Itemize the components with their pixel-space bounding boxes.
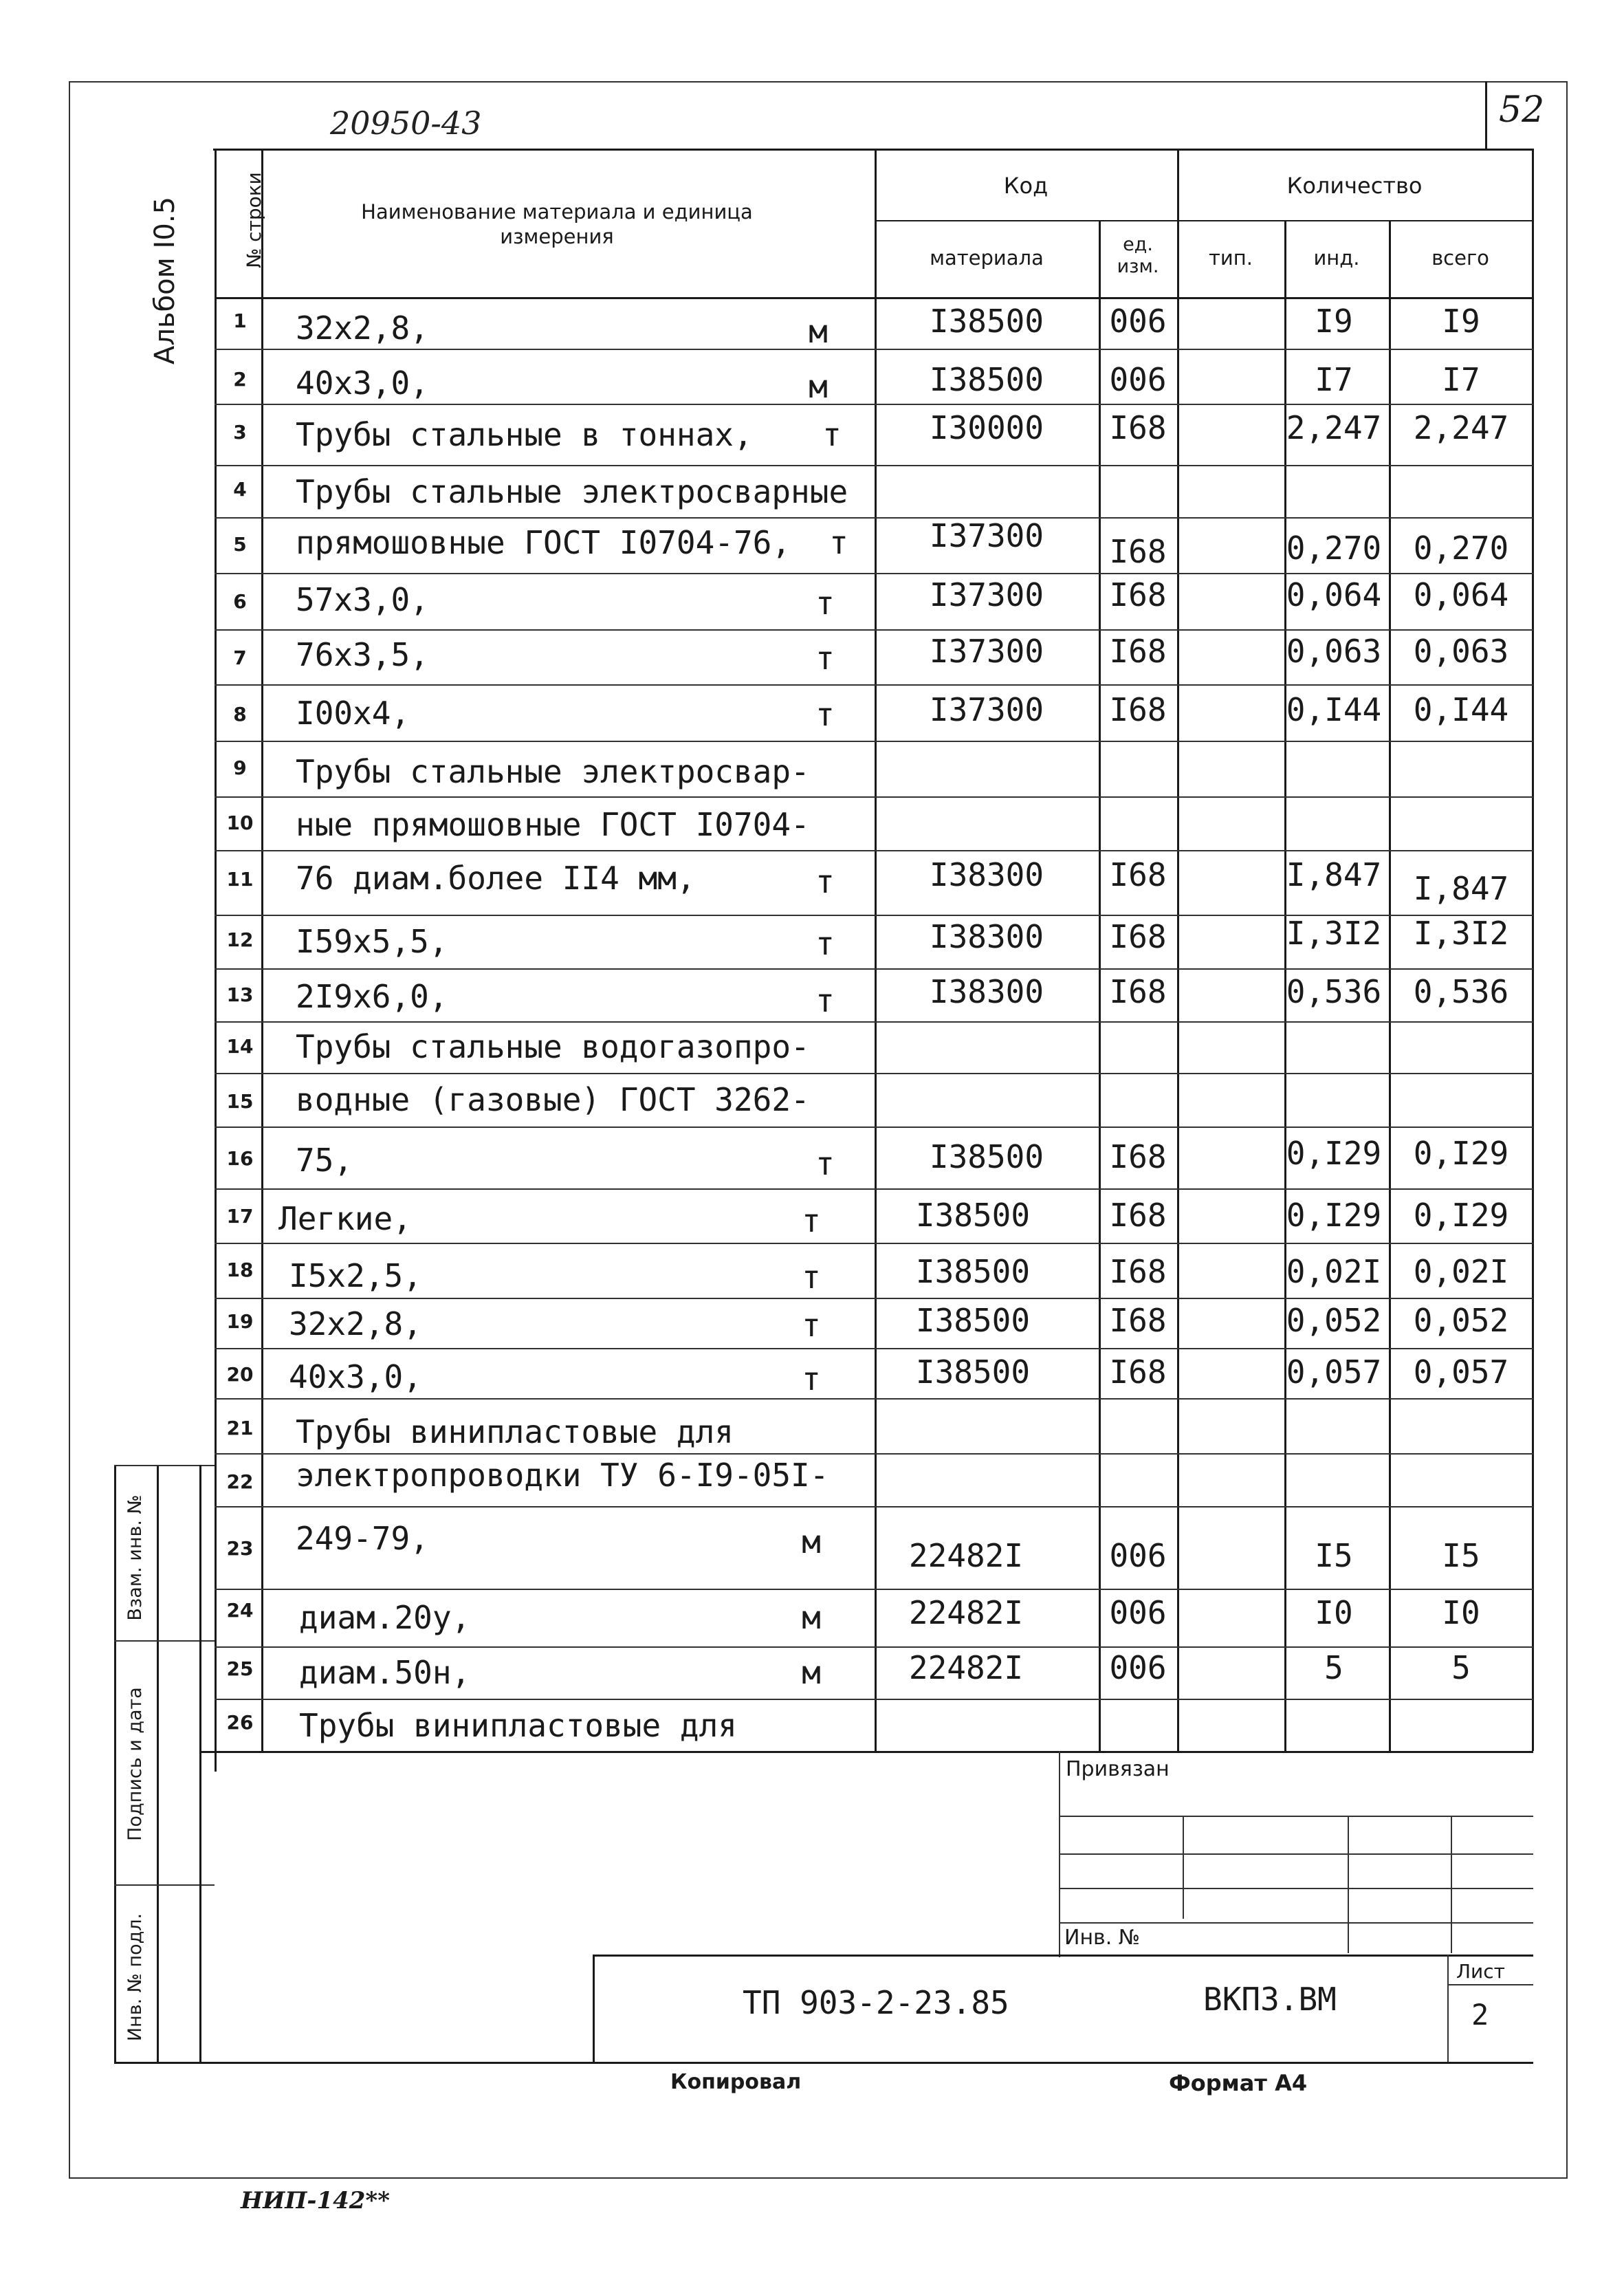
row-material-code: I37300 [929,633,1044,670]
row-number: 13 [226,983,254,1006]
row-number: 7 [233,646,247,669]
stamp-doc-code: ТП 903-2-23.85 [743,1984,1009,2021]
row-qty-ind: 0,270 [1286,530,1382,567]
row-qty-ind: I,3I2 [1286,915,1382,952]
row-name: 40х3,0, [289,1358,422,1395]
row-unit: т [815,982,835,1019]
header-name: Наименование материала и единица измерения [361,200,753,248]
stamp-section-code: ВКПЗ.ВМ [1203,1981,1337,2018]
row-qty-ind: 0,536 [1286,973,1382,1010]
row-qty-total: 0,I29 [1413,1135,1509,1172]
row-material-code: I37300 [929,691,1044,728]
album-label: Альбом I0.5 [149,197,181,364]
row-name: 249-79, [296,1520,429,1557]
row-unit: т [829,524,848,561]
row-unit-code: 006 [1109,1649,1167,1686]
row-number: 26 [226,1711,254,1734]
row-unit: т [815,863,835,900]
row-number: 18 [226,1259,254,1281]
row-number: 23 [226,1537,254,1560]
row-unit-code: I68 [1109,918,1167,955]
row-qty-total: I7 [1442,361,1480,398]
header-quantity: Количество [1286,173,1423,199]
row-number: 5 [233,533,247,556]
row-number: 10 [226,812,254,834]
row-qty-ind: 0,052 [1286,1302,1382,1339]
row-name: Трубы стальные водогазопро- [296,1028,810,1065]
row-qty-ind: 2,247 [1286,409,1382,446]
row-qty-ind: I9 [1315,303,1353,340]
row-number: 12 [226,928,254,951]
row-unit: т [815,640,835,677]
row-qty-total: I9 [1442,303,1480,340]
row-qty-total: 0,057 [1413,1353,1509,1391]
row-qty-total: 2,247 [1413,409,1509,446]
row-qty-ind: 0,I44 [1286,691,1382,728]
stamp-bound-label: Привязан [1066,1757,1170,1781]
row-unit-code: I68 [1109,856,1167,893]
row-qty-total: 0,063 [1413,633,1509,670]
row-number: 8 [233,703,247,726]
row-name: I00х4, [296,695,410,732]
row-name: Легкие, [278,1200,412,1237]
row-number: 4 [233,478,247,501]
row-name: I59х5,5, [296,923,448,960]
row-unit-code: I68 [1109,576,1167,613]
row-unit: м [802,1654,821,1691]
row-qty-ind: I5 [1315,1537,1353,1574]
row-qty-total: 0,064 [1413,576,1509,613]
header-qty-ind: инд. [1313,246,1360,270]
header-code: Код [1003,173,1049,199]
row-qty-total: I0 [1442,1594,1480,1631]
row-material-code: 22482I [908,1537,1024,1574]
row-qty-total: 5 [1451,1649,1471,1686]
row-material-code: I38300 [929,856,1044,893]
row-qty-ind: I0 [1315,1594,1353,1631]
row-number: 14 [226,1035,254,1058]
row-number: 19 [226,1310,254,1333]
row-unit: т [822,416,842,453]
side-signature-date: Подпись и дата [124,1687,146,1841]
row-unit: м [802,1523,821,1560]
row-number: 1 [233,309,247,332]
row-name: диам.50н, [299,1654,471,1691]
row-material-code: I37300 [929,576,1044,613]
row-material-code: I38500 [915,1353,1031,1391]
row-material-code: I38500 [929,1138,1044,1175]
row-unit: м [809,313,828,350]
row-material-code: I38500 [915,1302,1031,1339]
side-replace-inv: Взам. инв. № [124,1494,146,1621]
copied-label: Копировал [670,2070,802,2094]
page-number: 52 [1499,89,1545,131]
row-name: прямошовные ГОСТ I0704-76, [296,524,791,561]
row-unit-code: I68 [1109,691,1167,728]
row-qty-ind: 5 [1324,1649,1343,1686]
row-unit-code: 006 [1109,303,1167,340]
row-qty-ind: 0,064 [1286,576,1382,613]
row-number: 2 [233,368,247,391]
row-qty-ind: I,847 [1286,856,1382,893]
row-unit: т [815,925,835,962]
row-unit-code: 006 [1109,1537,1167,1574]
header-qty-total: всего [1431,246,1489,270]
row-name: Трубы винипластовые для [299,1707,737,1744]
row-qty-ind: 0,I29 [1286,1197,1382,1234]
row-unit-code: I68 [1109,1197,1167,1234]
row-qty-total: 0,270 [1413,530,1509,567]
row-unit-code: I68 [1109,1302,1167,1339]
row-unit-code: I68 [1109,533,1167,570]
header-qty-typ: тип. [1209,246,1253,270]
row-name: 2I9х6,0, [296,978,448,1015]
row-material-code: I38300 [929,973,1044,1010]
row-qty-total: 0,052 [1413,1302,1509,1339]
row-number: 25 [226,1657,254,1680]
row-number: 17 [226,1205,254,1228]
row-unit-code: I68 [1109,409,1167,446]
header-code-material: материала [930,246,1044,270]
row-qty-total: 0,02I [1413,1253,1509,1290]
header-row-number: № строки [243,172,265,268]
row-number: 20 [226,1363,254,1386]
row-number: 3 [233,421,247,444]
row-name: Трубы винипластовые для [296,1413,734,1450]
row-qty-ind: 0,057 [1286,1353,1382,1391]
row-unit: т [802,1259,821,1296]
row-qty-ind: 0,02I [1286,1253,1382,1290]
row-name: Трубы стальные электросварные [296,473,848,510]
row-unit: т [802,1360,821,1397]
stamp-inv-no-label: Инв. № [1064,1926,1141,1950]
row-unit-code: I68 [1109,633,1167,670]
side-inv-orig: Инв. № подл. [124,1913,146,2042]
row-number: 24 [226,1599,254,1622]
row-name: I5х2,5, [289,1257,422,1294]
row-material-code: I38500 [915,1253,1031,1290]
row-unit-code: I68 [1109,1138,1167,1175]
row-material-code: 22482I [908,1649,1024,1686]
row-qty-total: 0,536 [1413,973,1509,1010]
row-number: 9 [233,756,247,779]
row-unit: т [815,585,835,622]
row-unit: м [809,368,828,405]
row-material-code: I38500 [929,361,1044,398]
row-unit-code: 006 [1109,361,1167,398]
row-qty-total: 0,I29 [1413,1197,1509,1234]
row-number: 15 [226,1090,254,1113]
row-number: 6 [233,590,247,613]
row-name: диам.20у, [299,1599,471,1636]
row-number: 22 [226,1470,254,1493]
row-name: 76х3,5, [296,636,429,673]
row-unit: т [802,1202,821,1239]
row-unit-code: 006 [1109,1594,1167,1631]
row-unit-code: I68 [1109,1253,1167,1290]
row-qty-ind: 0,I29 [1286,1135,1382,1172]
row-number: 16 [226,1147,254,1170]
row-number: 11 [226,868,254,891]
row-name: 32х2,8, [296,309,429,347]
row-unit: т [815,696,835,733]
row-unit-code: I68 [1109,973,1167,1010]
stamp-sheet-label: Лист [1456,1960,1505,1983]
row-qty-total: I,3I2 [1413,915,1509,952]
row-unit-code: I68 [1109,1353,1167,1391]
row-name: 76 диам.более II4 мм, [296,860,696,897]
format-label: Формат А4 [1169,2070,1308,2096]
row-name: 75, [296,1142,353,1179]
row-qty-ind: I7 [1315,361,1353,398]
row-name: 40х3,0, [296,364,429,402]
row-number: 21 [226,1417,254,1439]
row-qty-total: 0,I44 [1413,691,1509,728]
row-name: Трубы стальные в тоннах, [296,416,753,453]
row-material-code: I38500 [929,303,1044,340]
row-name: электропроводки ТУ 6-I9-05I- [296,1457,829,1494]
row-qty-ind: 0,063 [1286,633,1382,670]
row-unit: м [802,1599,821,1636]
row-name: водные (газовые) ГОСТ 3262- [296,1081,810,1118]
row-material-code: I38500 [915,1197,1031,1234]
row-material-code: 22482I [908,1594,1024,1631]
row-material-code: I38300 [929,918,1044,955]
row-qty-total: I,847 [1413,870,1509,907]
stamp-sheet-number: 2 [1471,1998,1489,2032]
document-number: 20950-43 [330,105,482,142]
row-material-code: I37300 [929,517,1044,554]
row-material-code: I30000 [929,409,1044,446]
row-name: Трубы стальные электросвар- [296,753,810,790]
row-unit: т [815,1145,835,1182]
row-name: 57х3,0, [296,581,429,618]
row-name: ные прямошовные ГОСТ I0704- [296,806,810,843]
row-qty-total: I5 [1442,1537,1480,1574]
bottom-note: НИП-142** [241,2187,391,2214]
row-unit: т [802,1307,821,1344]
row-name: 32х2,8, [289,1305,422,1342]
header-code-unit: ед. изм. [1117,234,1159,277]
